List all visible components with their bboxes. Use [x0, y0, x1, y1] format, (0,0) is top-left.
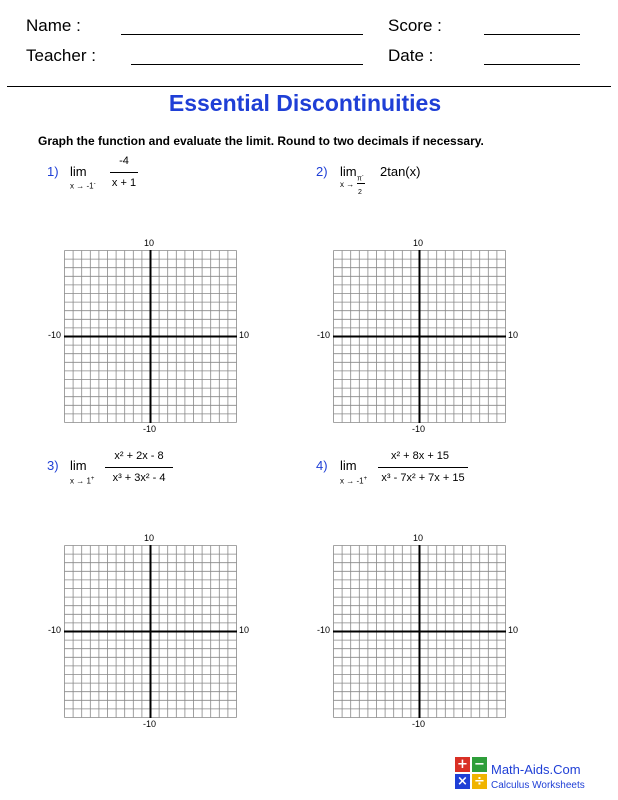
grid-svg	[333, 545, 506, 718]
teacher-line[interactable]	[131, 64, 363, 65]
score-line[interactable]	[484, 34, 580, 35]
axis-label-left: -10	[317, 625, 331, 635]
numerator: x² + 8x + 15	[390, 450, 450, 462]
denominator: x³ - 7x² + 7x + 15	[381, 472, 465, 484]
lim-text: lim	[340, 164, 357, 179]
expression: 2tan(x)	[380, 164, 421, 179]
math-aids-logo-icon: + − × ÷	[455, 757, 487, 789]
problem-number: 4)	[316, 458, 328, 473]
instructions: Graph the function and evaluate the limit. Round to two decimals if necessary.	[38, 134, 484, 148]
axis-label-top: 10	[413, 533, 424, 543]
denominator: x³ + 3x² - 4	[112, 472, 166, 484]
problem-number: 2)	[316, 164, 328, 179]
axis-label-right: 10	[239, 330, 250, 340]
grid-svg	[333, 250, 506, 423]
fraction-bar	[378, 467, 468, 468]
problem-number: 1)	[47, 164, 59, 179]
name-line[interactable]	[121, 34, 363, 35]
limit-approach: x →	[340, 180, 355, 189]
approach-fraction-bar	[357, 183, 365, 184]
brand-name: Math-Aids.Com	[491, 762, 581, 777]
denominator: x + 1	[111, 177, 137, 189]
axis-label-bottom: -10	[412, 719, 426, 729]
axis-label-top: 10	[413, 238, 424, 248]
numerator: x² + 2x - 8	[114, 450, 164, 462]
limit-approach: x → -1-	[70, 181, 96, 191]
axis-label-top: 10	[144, 533, 155, 543]
numerator: -4	[119, 155, 129, 167]
lim-text: lim	[70, 458, 87, 473]
graph-grid-1[interactable]	[48, 238, 250, 434]
grid-svg	[64, 250, 237, 423]
axis-label-top: 10	[144, 238, 155, 248]
brand-subtitle: Calculus Worksheets	[491, 780, 585, 791]
graph-grid-3[interactable]	[48, 533, 250, 729]
graph-grid-2[interactable]	[317, 238, 519, 434]
page-title: Essential Discontinuities	[168, 90, 442, 116]
limit-approach: x → -1+	[340, 476, 368, 486]
date-line[interactable]	[484, 64, 580, 65]
header-divider	[7, 86, 611, 87]
axis-label-right: 10	[239, 625, 250, 635]
score-label: Score :	[388, 16, 442, 35]
axis-label-left: -10	[48, 330, 62, 340]
date-label: Date :	[388, 46, 434, 65]
axis-label-left: -10	[48, 625, 62, 635]
axis-label-bottom: -10	[412, 424, 426, 434]
limit-approach: x → 1+	[70, 476, 95, 486]
approach-denominator: 2	[358, 189, 362, 196]
axis-label-left: -10	[317, 330, 331, 340]
axis-label-bottom: -10	[143, 424, 157, 434]
lim-text: lim	[340, 458, 357, 473]
graph-grid-4[interactable]	[317, 533, 519, 729]
axis-label-bottom: -10	[143, 719, 157, 729]
lim-text: lim	[70, 164, 87, 179]
grid-svg	[64, 545, 237, 718]
teacher-label: Teacher :	[26, 46, 96, 65]
fraction-bar	[110, 172, 138, 173]
problem-number: 3)	[47, 458, 59, 473]
approach-numerator: π-	[357, 173, 364, 183]
name-label: Name :	[26, 16, 81, 35]
axis-label-right: 10	[508, 330, 519, 340]
fraction-bar	[105, 467, 173, 468]
axis-label-right: 10	[508, 625, 519, 635]
